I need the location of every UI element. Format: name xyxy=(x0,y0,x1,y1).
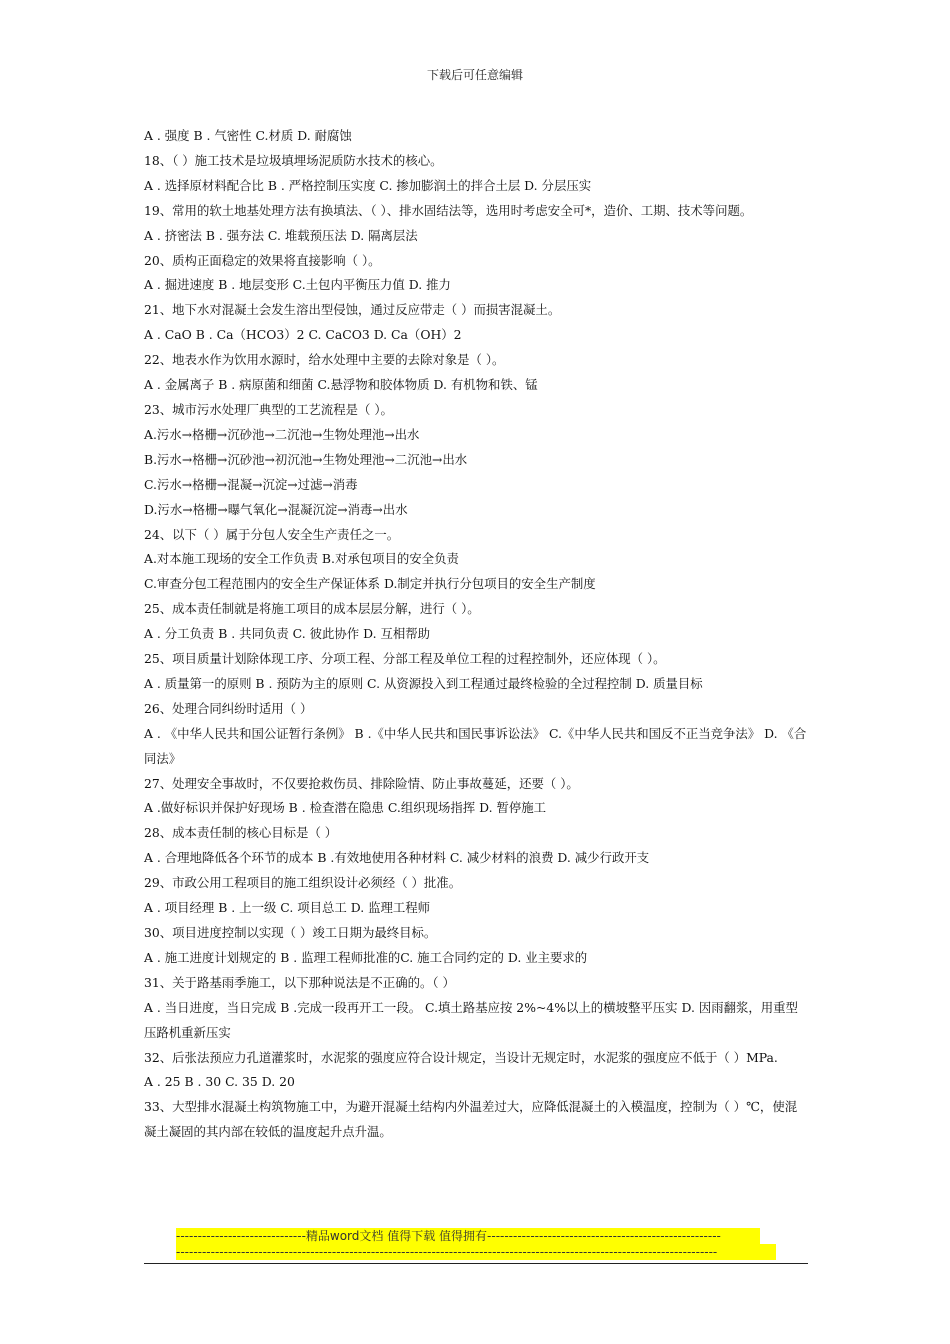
text-line: 26、处理合同纠纷时适用（ ） xyxy=(144,700,313,716)
text-line: 32、后张法预应力孔道灌浆时，水泥浆的强度应符合设计规定，当设计无规定时，水泥浆的强度应不低于（ ）MPa. xyxy=(144,1049,778,1065)
text-line: A . 强度 B . 气密性 C.材质 D. 耐腐蚀 xyxy=(144,128,352,143)
text-line: A . 合理地降低各个环节的成本 B .有效地使用各种材料 C. 减少材料的浪费 D. 减少行政开支 xyxy=(144,850,650,866)
text-line: 29、市政公用工程项目的施工组织设计必须经（ ）批准。 xyxy=(144,875,462,891)
text-line: 25、项目质量计划除体现工序、分项工程、分部工程及单位工程的过程控制外，还应体现（ ）。 xyxy=(144,651,666,667)
text-line: 27、处理安全事故时，不仅要抢救伤员、排除险情、防止事故蔓延，还要（ ）。 xyxy=(144,775,579,791)
page-header: 下载后可任意编辑 xyxy=(426,68,523,82)
text-line: A . 25 B . 30 C. 35 D. 20 xyxy=(144,1074,295,1090)
text-line: 31、关于路基雨季施工，以下那种说法是不正确的。（ ） xyxy=(144,974,455,990)
text-line: 24、以下（ ）属于分包人安全生产责任之一。 xyxy=(144,526,400,542)
text-line: A . 施工进度计划规定的 B . 监理工程师批准的C. 施工合同约定的 D. 业主要求的 xyxy=(144,949,588,965)
text-line: D.污水→格栅→曝气氧化→混凝沉淀→消毒→出水 xyxy=(144,501,408,517)
text-line: A . 选择原材料配合比 B . 严格控制压实度 C. 掺加膨润土的拌合土层 D. 分层压实 xyxy=(144,177,592,193)
text-line: 23、城市污水处理厂典型的工艺流程是（ ）。 xyxy=(144,401,393,417)
text-line: A.污水→格栅→沉砂池→二沉池→生物处理池→出水 xyxy=(144,426,420,442)
page-footer xyxy=(176,1228,776,1260)
text-line: A . 《中华人民共和国公证暂行条例》 B .《中华人民共和国民事诉讼法》 C.《中华人民共和国反不正当竞争法》 D. 《合同法》 xyxy=(144,725,807,766)
text-line: B.污水→格栅→沉砂池→初沉池→生物处理池→二沉池→出水 xyxy=(144,451,468,467)
text-line: 20、质构正面稳定的效果将直接影响（ ）。 xyxy=(144,252,381,268)
text-line: 30、项目进度控制以实现（ ）竣工日期为最终目标。 xyxy=(144,925,437,940)
text-line: A . 分工负责 B . 共同负责 C. 彼此协作 D. 互相帮助 xyxy=(144,626,431,642)
text-line: C.审查分包工程范围内的安全生产保证体系 D.制定并执行分包项目的安全生产制度 xyxy=(144,576,596,592)
footer-dash-line: ----------------------------------------------------------------------------------------------------------------------------- xyxy=(176,1244,776,1260)
text-line: 18、（ ）施工技术是垃圾填埋场泥质防水技术的核心。 xyxy=(144,152,443,168)
text-line: A . CaO B . Ca（HCO3）2 C. CaCO3 D. Ca（OH）2 xyxy=(144,327,462,343)
text-line: A . 项目经理 B . 上一级 C. 项目总工 D. 监理工程师 xyxy=(144,900,431,916)
footer-banner: ------------------------------精品word文档 值得下载 值得拥有------------------------------------------------------ xyxy=(176,1228,760,1244)
text-line: 19、常用的软土地基处理方法有换填法、（ ）、排水固结法等，选用时考虑安全可*，造价、工期、技术等问题。 xyxy=(144,202,753,218)
text-line: A . 金属离子 B . 病原菌和细菌 C.悬浮物和胶体物质 D. 有机物和铁、锰 xyxy=(144,377,538,393)
text-line: 21、地下水对混凝土会发生溶出型侵蚀，通过反应带走（ ）而损害混凝土。 xyxy=(144,302,561,318)
footer-rule xyxy=(144,1263,808,1264)
text-line: A.对本施工现场的安全工作负责 B.对承包项目的安全负责 xyxy=(144,551,459,567)
text-line: A . 挤密法 B . 强夯法 C. 堆载预压法 D. 隔离层法 xyxy=(144,227,418,243)
text-line: 25、成本责任制就是将施工项目的成本层层分解，进行（ ）。 xyxy=(144,601,480,617)
text-line: A . 当日进度，当日完成 B .完成一段再开工一段。 C.填土路基应按 2%~4%以上的横坡整平压实 D. 因雨翻浆，用重型压路机重新压实 xyxy=(144,999,798,1040)
text-line: 22、地表水作为饮用水源时，给水处理中主要的去除对象是（ ）。 xyxy=(144,352,505,368)
document-body xyxy=(144,124,808,1145)
text-line: A . 质量第一的原则 B . 预防为主的原则 C. 从资源投入到工程通过最终检验的全过程控制 D. 质量目标 xyxy=(144,675,703,691)
text-line: A . 掘进速度 B . 地层变形 C.土包内平衡压力值 D. 推力 xyxy=(144,277,451,293)
text-line: C.污水→格栅→混凝→沉淀→过滤→消毒 xyxy=(144,476,358,492)
text-line: A .做好标识并保护好现场 B . 检查潜在隐患 C.组织现场指挥 D. 暂停施工 xyxy=(144,800,547,816)
text-line: 33、大型排水混凝土构筑物施工中，为避开混凝土结构内外温差过大，应降低混凝土的入模温度，控制为（ ）℃，使混凝土凝固的其内部在较低的温度起升点升温。 xyxy=(144,1099,798,1140)
text-line: 28、成本责任制的核心目标是（ ） xyxy=(144,825,338,841)
